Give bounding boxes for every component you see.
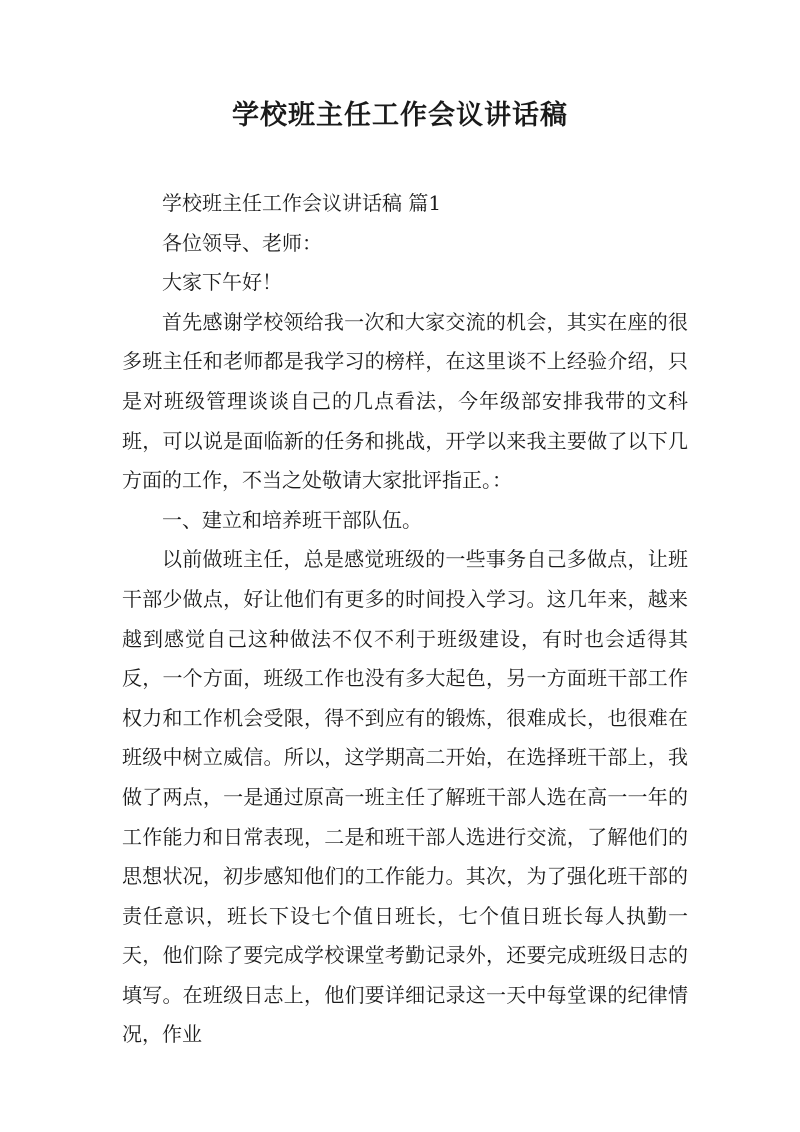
document-body [122, 184, 688, 1055]
paragraph-salutation: 各位领导、老师： [162, 230, 322, 255]
paragraph-greeting: 大家下午好！ [162, 270, 282, 295]
document-title: 学校班主任工作会议讲话稿 [232, 100, 568, 131]
paragraph-heading: 学校班主任工作会议讲话稿 篇1 [162, 191, 442, 215]
paragraph-section-heading: 一、建立和培养班干部队伍。 [162, 507, 422, 532]
paragraph-intro: 首先感谢学校领给我一次和大家交流的机会，其实在座的很多班主任和老师都是我学习的榜样，在这里谈不上经验介绍，只是对班级管理谈谈自己的几点看法，今年级部安排我带的文科班，可以说是面临新的任务和挑战，开学以来我主要做了以下几方面的工作，不当之处敬请大家批评指正。： [122, 309, 688, 493]
paragraph-section-body: 以前做班主任，总是感觉班级的一些事务自己多做点，让班干部少做点，好让他们有更多的时间投入学习。这几年来，越来越到感觉自己这种做法不仅不利于班级建设，有时也会适得其反，一个方面，班级工作也没有多大起色，另一方面班干部工作权力和工作机会受限，得不到应有的锻炼，很难成长，也很难在班级中树立威信。所以，这学期高二开始，在选择班干部上，我做了两点，一是通过原高一班主任了解班干部人选在高一一年的工作能力和日常表现，二是和班干部人选进行交流，了解他们的思想状况，初步感知他们的工作能力。其次，为了强化班干部的责任意识，班长下设七个值日班长，七个值日班长每人执勤一天，他们除了要完成学校课堂考勤记录外，还要完成班级日志的填写。在班级日志上，他们要详细记录这一天中每堂课的纪律情况，作业 [122, 547, 688, 1047]
